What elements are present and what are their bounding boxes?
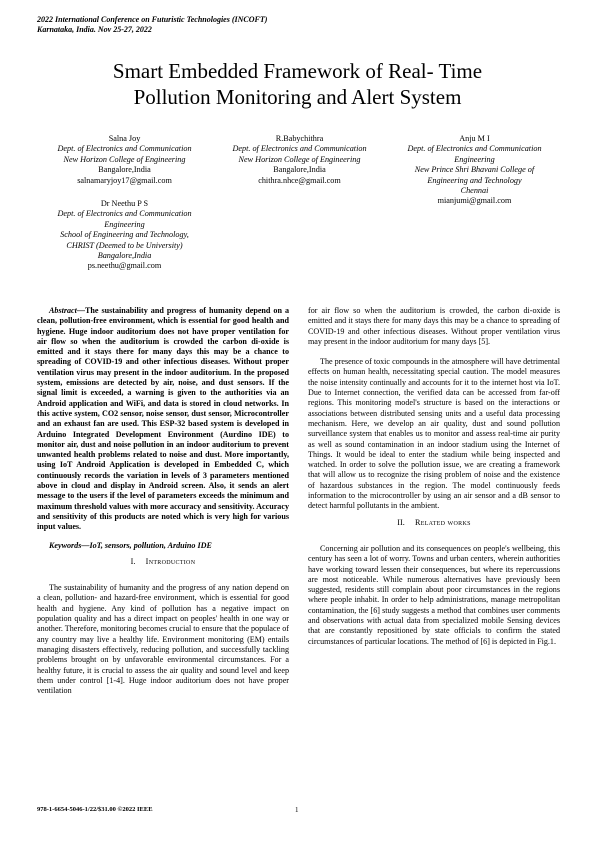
abstract-text: —The sustainability and progress of humanity depend on a clean, pollution-free environment, which is essential for good health and hygiene. Huge indoor auditorium does not have proper ventilation for air flow so when the auditorium is crowded the carbon di-oxide is emitted and it stays there for many days this may be a chance to spreading of COVID-19 and other infectious diseases. Without proper ventilation virus may present in the indoor auditorium. In the proposed system, emissions are detected by air, noise, and dust sensors. If the signal limit is exceeded, a warning is given to the authorities via an Android application and WiFi, and data is stored in cloud networks. In this active system, CO2 sensor, noise sensor, dust sensor, Microcontroller and an exhaust fan are used. This ESP-32 based system is developed in Arduino Integrated Development Environment (Aurdino IDE) to monitor air, dust and noise pollution in an indoor auditorium to prevent unwanted health problems related to noise and dust. More importantly, using IoT Android Application is developed in Embedded C, which continuously records the variation in levels of 3 parameters mentioned above in cloud and display in Android screen. Also, it sends an alert message to the users if the level of parameters exceeds the minimum and maximum threshold values with more accuracy and sensitivity. Accuracy and sensitivity of this products are noted which is very high for various input values. bbox=[37, 306, 289, 532]
author-dept: Dept. of Electronics and Communication bbox=[57, 144, 192, 154]
author-name: R.Babychithra bbox=[275, 134, 324, 143]
author-2 bbox=[212, 134, 387, 186]
copyright-footer: 978-1-6654-5046-1/22/$31.00 ©2022 IEEE bbox=[37, 806, 153, 813]
author-3 bbox=[387, 134, 562, 207]
section-number: I. bbox=[130, 556, 136, 566]
abstract bbox=[37, 306, 289, 533]
conference-name: 2022 International Conference on Futuristic Technologies (INCOFT) bbox=[37, 15, 268, 24]
author-1 bbox=[37, 134, 212, 186]
author-inst: New Horizon College of Engineering bbox=[63, 154, 186, 164]
page-number: 1 bbox=[295, 806, 299, 814]
title-line-1: Smart Embedded Framework of Real- Time bbox=[112, 59, 483, 83]
author-city: Chennai bbox=[460, 186, 489, 196]
paper-title bbox=[40, 58, 555, 110]
conference-location: Karnataka, India. Nov 25-27, 2022 bbox=[37, 25, 152, 34]
intro-paragraph-1-continued: for air flow so when the auditorium is crowded, the carbon di-oxide is emitted and it stays there for many days this may be a chance to spreading of COVID-19 and other infectious diseases. Without proper ventilation virus may present in the indoor auditorium for many days [5]. bbox=[308, 306, 560, 346]
author-email: salnamaryjoy17@gmail.com bbox=[77, 175, 172, 185]
author-inst-cont: Engineering and Technology bbox=[427, 175, 522, 185]
section-title: Introduction bbox=[145, 556, 196, 566]
author-dept-cont: Engineering bbox=[104, 219, 145, 229]
author-email: chithra.nhce@gmail.com bbox=[258, 175, 341, 185]
section-heading-related-works bbox=[308, 518, 560, 528]
right-column bbox=[308, 306, 560, 647]
title-line-2: Pollution Monitoring and Alert System bbox=[133, 85, 462, 109]
related-paragraph-1: Concerning air pollution and its consequences on people's wellbeing, this century has seen a lot of worry. Towns and urban centers, wherein authorities have working toward lessen their consequences, but where its repercussions are most noticeable. While numerous alternatives have previously been suggested, residents still complain about poor circumstances in the regions where people inhabit. In order to help administrations, manage metropolitan contamination, the [6] study suggests a method that combines user comments and observations with actual data from specialized mobile Sensing devices that are constantly repositioned by state officials to confirm the stated circumstances of particular locations. The method of [6] is depicted in Fig.1. bbox=[308, 543, 560, 646]
author-dept: Dept. of Electronics and Communication bbox=[232, 144, 367, 154]
author-dept-cont: Engineering bbox=[454, 154, 495, 164]
author-email: ps.neethu@gmail.com bbox=[87, 261, 162, 271]
author-name: Dr Neethu P S bbox=[100, 199, 149, 208]
section-title: Related works bbox=[414, 517, 471, 527]
conference-header bbox=[37, 15, 267, 35]
intro-paragraph-1: The sustainability of humanity and the progress of any nation depend on a clean, pollution- and hazard-free environment, which is essential for good health and hygiene. Any kind of pollution has a negative impact on population quality and has a direct impact on peoples' health in one way or another. Therefore, monitoring becomes crucial to ensure that the populace of any country may live a healthy life. Environment monitoring (EM) entails managing disasters effectively, reducing pollution, and successfully tackling problems brought on by unfavorable environmental circumstances. For a healthy future, it is crucial to assess the air quality and sound level and keep them under control [1-4]. Huge indoor auditorium does not have proper ventilation bbox=[37, 583, 289, 696]
author-city: Bangalore,India bbox=[273, 165, 326, 175]
author-email: mianjumi@gmail.com bbox=[437, 196, 512, 206]
section-number: II. bbox=[397, 517, 405, 527]
author-city: Bangalore,India bbox=[98, 165, 151, 175]
author-inst: New Prince Shri Bhavani College of bbox=[414, 165, 535, 175]
author-city: Bangalore,India bbox=[97, 251, 152, 261]
left-column bbox=[37, 306, 289, 696]
author-dept: Dept. of Electronics and Communication bbox=[57, 209, 192, 219]
author-dept: Dept. of Electronics and Communication bbox=[407, 144, 542, 154]
author-name: Anju M I bbox=[459, 134, 490, 143]
author-name: Salna Joy bbox=[108, 134, 141, 143]
section-heading-introduction bbox=[37, 557, 289, 567]
author-4 bbox=[37, 199, 212, 272]
keywords: Keywords—IoT, sensors, pollution, Arduino IDE bbox=[49, 540, 212, 550]
author-inst: New Horizon College of Engineering bbox=[238, 154, 361, 164]
author-inst: CHRIST (Deemed to be University) bbox=[66, 240, 183, 250]
author-school: School of Engineering and Technology, bbox=[60, 230, 189, 240]
abstract-label: Abstract bbox=[49, 306, 77, 315]
intro-paragraph-2: The presence of toxic compounds in the atmosphere will have detrimental effects on human health, necessitating special caution. The model measures the noise intensity continually and accounts for it to the internet host via IoT. Due to Internet connection, the verified data can be accessed from far-off regions. This monitoring model's structure is based on the interactions or associations between distributed sensing units and a useful data processing mechanism. Here, we develop an air quality, dust and sound pollution surveillance system that enables us to monitor and assess real-time air purity as well as sound contamination in an indoor stadium using the Internet of Things. It would be ideal to enter the stadium while being inspected and watched. In order to solve the pollution issue, we are creating a framework that will allow us to recognize the rising problem of noise and the existence of hazardous substances in the region. The model continuously feeds information to the microcontroller by using an air sensor and a dB sensor to detect harmful pollutants in the ambient. bbox=[308, 357, 560, 511]
